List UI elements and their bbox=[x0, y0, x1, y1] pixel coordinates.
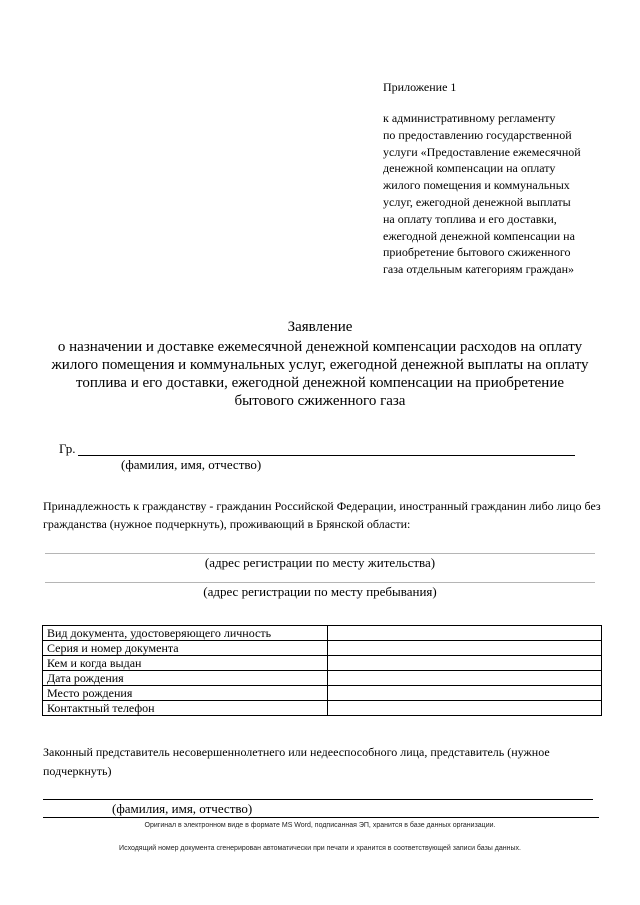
appendix-line: на оплату топлива и его доставки, bbox=[383, 211, 557, 226]
footer-divider bbox=[43, 817, 599, 818]
applicant-name-caption: (фамилия, имя, отчество) bbox=[121, 457, 262, 472]
table-row-label: Кем и когда выдан bbox=[43, 656, 328, 671]
representative-name-caption: (фамилия, имя, отчество) bbox=[112, 801, 253, 816]
stay-address-field[interactable] bbox=[45, 582, 595, 583]
table-row-label: Серия и номер документа bbox=[43, 641, 328, 656]
table-row bbox=[43, 701, 602, 716]
appendix-line: услуги «Предоставление ежемесячной bbox=[383, 144, 581, 159]
residence-address-caption: (адрес регистрации по месту жительства) bbox=[204, 555, 436, 570]
table-row bbox=[43, 671, 602, 686]
table-row bbox=[43, 641, 602, 656]
appendix-title: Приложение 1 bbox=[383, 80, 457, 94]
table-row-label: Место рождения bbox=[43, 686, 328, 701]
stay-address-caption: (адрес регистрации по месту пребывания) bbox=[203, 584, 437, 599]
footer-note-original: Оригинал в электронном виде в формате MS Word, подписанная ЭП, хранится в базе данных организации. bbox=[144, 822, 496, 829]
table-row-value[interactable] bbox=[328, 641, 602, 656]
identity-document-table bbox=[42, 625, 602, 716]
citizenship-text: Принадлежность к гражданству - гражданин Российской Федерации, иностранный гражданин либо лицо без гражданства (нужное подчеркнуть), проживающий в Брянской области: bbox=[43, 499, 601, 531]
table-row-value[interactable] bbox=[328, 626, 602, 641]
table-row-value[interactable] bbox=[328, 701, 602, 716]
applicant-prefix: Гр. bbox=[59, 441, 76, 456]
appendix-line: жилого помещения и коммунальных bbox=[383, 178, 570, 193]
table-row bbox=[43, 656, 602, 671]
representative-name-field[interactable] bbox=[43, 799, 593, 800]
table-row-label: Контактный телефон bbox=[43, 701, 328, 716]
application-line: топлива и его доставки, ежегодной денежной компенсации на приобретение bbox=[76, 375, 564, 391]
table-row-value[interactable] bbox=[328, 671, 602, 686]
residence-address-field[interactable] bbox=[45, 553, 595, 554]
table-row bbox=[43, 686, 602, 701]
representative-text: Законный представитель несовершеннолетнего или недееспособного лица, представитель (нужное подчеркнуть) bbox=[43, 745, 550, 778]
table-row-label: Вид документа, удостоверяющего личность bbox=[43, 626, 328, 641]
table-row-value[interactable] bbox=[328, 686, 602, 701]
appendix-line: газа отдельным категориям граждан» bbox=[383, 262, 574, 277]
appendix-line: услуг, ежегодной денежной выплаты bbox=[383, 194, 571, 209]
application-line: жилого помещения и коммунальных услуг, ежегодной денежной выплаты на оплату bbox=[51, 357, 589, 373]
appendix-line: приобретение бытового сжиженного bbox=[383, 245, 571, 260]
table-row-value[interactable] bbox=[328, 656, 602, 671]
appendix-text bbox=[383, 110, 581, 278]
table-row-label: Дата рождения bbox=[43, 671, 328, 686]
footer-note-outgoing-number: Исходящий номер документа сгенерирован автоматически при печати и хранится в соответствующей записи базы данных. bbox=[119, 845, 521, 852]
appendix-line: ежегодной денежной компенсации на bbox=[383, 228, 575, 243]
application-line: бытового сжиженного газа bbox=[234, 393, 406, 409]
table-row bbox=[43, 626, 602, 641]
applicant-name-field[interactable] bbox=[78, 455, 575, 456]
application-line: о назначении и доставке ежемесячной денежной компенсации расходов на оплату bbox=[57, 339, 583, 355]
appendix-line: к административному регламенту bbox=[383, 111, 556, 125]
appendix-line: денежной компенсации на оплату bbox=[383, 161, 556, 176]
appendix-line: по предоставлению государственной bbox=[383, 127, 572, 142]
application-title: Заявление bbox=[287, 319, 353, 335]
application-subject bbox=[20, 338, 620, 410]
